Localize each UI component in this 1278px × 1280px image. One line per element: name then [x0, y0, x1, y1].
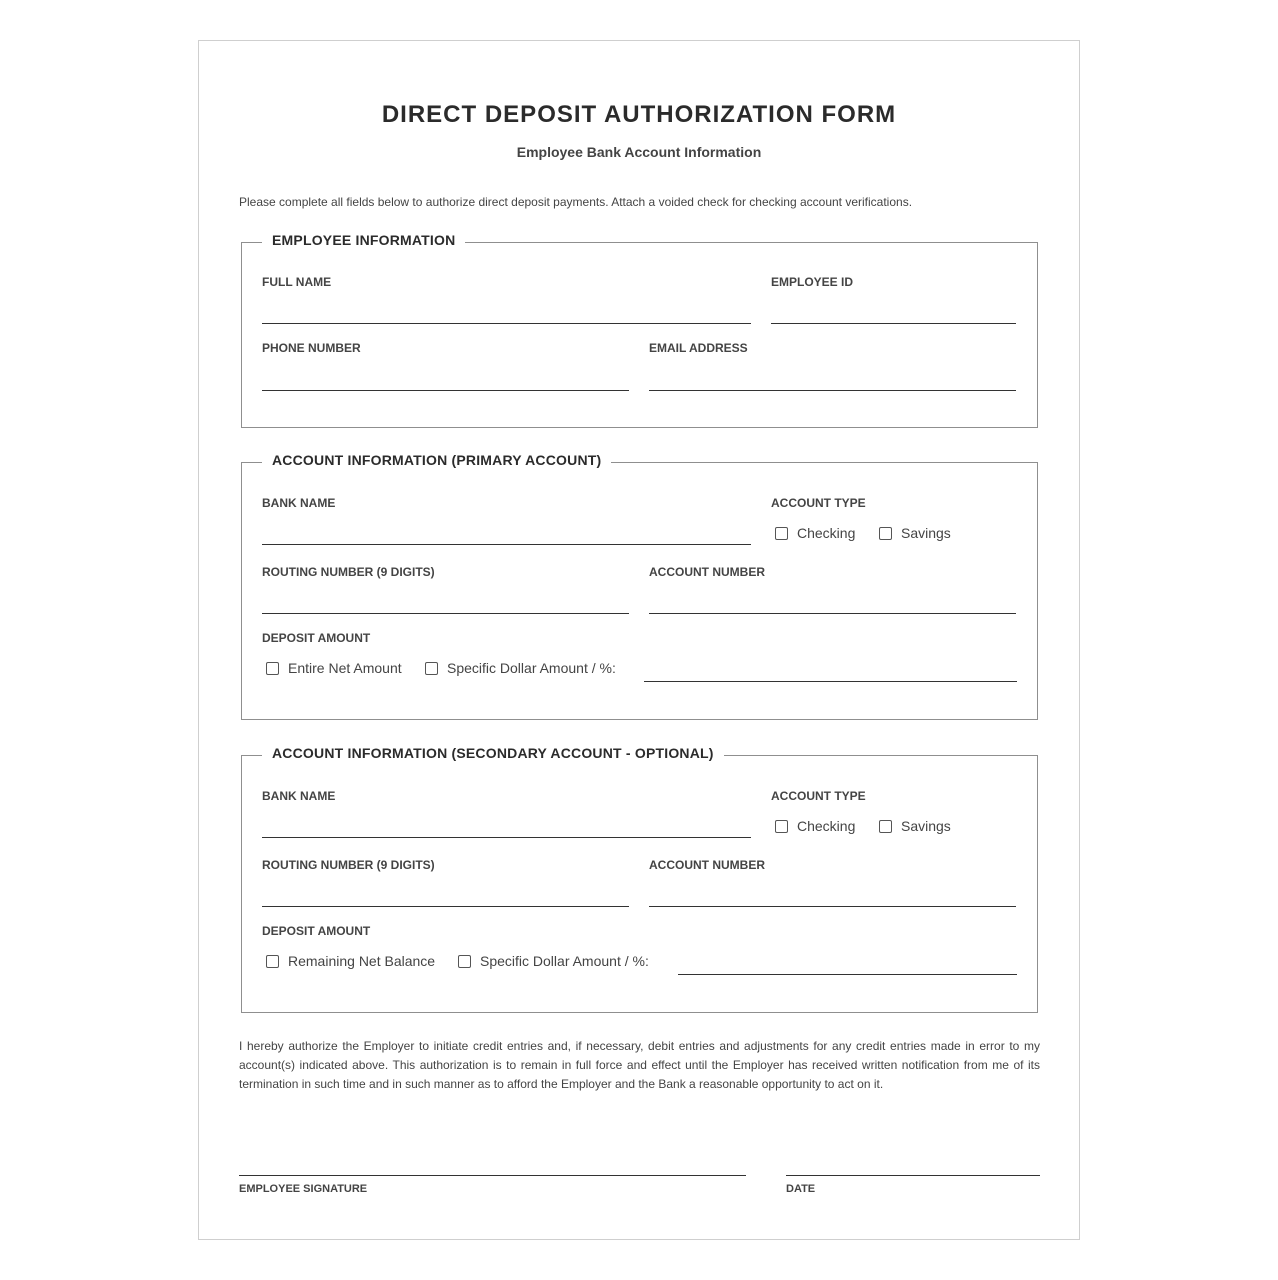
account-number-input-line[interactable] — [649, 906, 1016, 907]
primary-deposit-amount-field — [262, 631, 562, 651]
secondary-savings-option[interactable] — [879, 818, 951, 834]
deposit-amount-label: DEPOSIT AMOUNT — [262, 924, 371, 938]
full-name-label: FULL NAME — [262, 275, 332, 289]
primary-specific-amount-input-line[interactable] — [644, 681, 1017, 682]
account-number-label: ACCOUNT NUMBER — [649, 858, 765, 872]
email-address-field[interactable] — [649, 341, 1016, 391]
employee-id-label: EMPLOYEE ID — [771, 275, 854, 289]
employee-id-field[interactable] — [771, 275, 1016, 325]
account-number-label: ACCOUNT NUMBER — [649, 565, 765, 579]
bank-name-label: BANK NAME — [262, 789, 336, 803]
secondary-deposit-amount-field — [262, 924, 562, 944]
phone-number-field[interactable] — [262, 341, 629, 391]
secondary-specific-amount-option[interactable] — [458, 953, 649, 969]
section-legend: EMPLOYEE INFORMATION — [262, 232, 465, 248]
entire-net-label: Entire Net Amount — [288, 660, 402, 676]
savings-checkbox[interactable] — [879, 820, 892, 833]
secondary-account-number-field[interactable] — [649, 858, 1016, 908]
primary-checking-option[interactable] — [775, 525, 855, 541]
full-name-field[interactable] — [262, 275, 751, 325]
specific-amount-label: Specific Dollar Amount / %: — [480, 953, 649, 969]
account-number-input-line[interactable] — [649, 613, 1016, 614]
savings-label: Savings — [901, 818, 951, 834]
checking-checkbox[interactable] — [775, 820, 788, 833]
date-line[interactable] — [786, 1175, 1040, 1176]
instructions-text: Please complete all fields below to authorize direct deposit payments. Attach a voided check for checking account verifications. — [239, 195, 913, 209]
routing-number-label: ROUTING NUMBER (9 DIGITS) — [262, 858, 435, 872]
secondary-checking-option[interactable] — [775, 818, 855, 834]
savings-label: Savings — [901, 525, 951, 541]
remaining-net-checkbox[interactable] — [266, 955, 279, 968]
savings-checkbox[interactable] — [879, 527, 892, 540]
form-title: DIRECT DEPOSIT AUTHORIZATION FORM — [381, 101, 897, 128]
section-legend: ACCOUNT INFORMATION (SECONDARY ACCOUNT - OPTIONAL) — [262, 745, 724, 761]
checking-label: Checking — [797, 818, 856, 834]
primary-routing-number-field[interactable] — [262, 565, 629, 615]
routing-number-label: ROUTING NUMBER (9 DIGITS) — [262, 565, 435, 579]
remaining-net-label: Remaining Net Balance — [288, 953, 436, 969]
primary-savings-option[interactable] — [879, 525, 951, 541]
full-name-input-line[interactable] — [262, 323, 751, 324]
checking-checkbox[interactable] — [775, 527, 788, 540]
primary-bank-name-field[interactable] — [262, 496, 751, 546]
employee-signature-line[interactable] — [239, 1175, 746, 1176]
checking-label: Checking — [797, 525, 856, 541]
entire-net-checkbox[interactable] — [266, 662, 279, 675]
primary-account-section — [241, 452, 1038, 720]
secondary-remaining-net-option[interactable] — [266, 953, 435, 969]
primary-entire-net-option[interactable] — [266, 660, 402, 676]
form-page — [198, 40, 1080, 1240]
employee-id-input-line[interactable] — [771, 323, 1016, 324]
account-type-label: ACCOUNT TYPE — [771, 789, 866, 803]
specific-amount-label: Specific Dollar Amount / %: — [447, 660, 616, 676]
specific-amount-checkbox[interactable] — [458, 955, 471, 968]
employee-signature-label: EMPLOYEE SIGNATURE — [239, 1183, 368, 1195]
specific-amount-checkbox[interactable] — [425, 662, 438, 675]
deposit-amount-label: DEPOSIT AMOUNT — [262, 631, 371, 645]
secondary-bank-name-field[interactable] — [262, 789, 751, 839]
routing-number-input-line[interactable] — [262, 613, 629, 614]
secondary-account-section — [241, 745, 1038, 1013]
phone-number-input-line[interactable] — [262, 390, 629, 391]
form-subtitle: Employee Bank Account Information — [516, 144, 762, 160]
date-label: DATE — [786, 1183, 816, 1195]
routing-number-input-line[interactable] — [262, 906, 629, 907]
email-address-label: EMAIL ADDRESS — [649, 341, 748, 355]
primary-specific-amount-option[interactable] — [425, 660, 616, 676]
phone-number-label: PHONE NUMBER — [262, 341, 361, 355]
section-legend: ACCOUNT INFORMATION (PRIMARY ACCOUNT) — [262, 452, 611, 468]
bank-name-input-line[interactable] — [262, 837, 751, 838]
email-address-input-line[interactable] — [649, 390, 1016, 391]
bank-name-label: BANK NAME — [262, 496, 336, 510]
primary-account-number-field[interactable] — [649, 565, 1016, 615]
secondary-routing-number-field[interactable] — [262, 858, 629, 908]
authorization-text: I hereby authorize the Employer to initiate credit entries and, if necessary, debit entries and adjustments for any credit entries made in error to my account(s) indicated above. This authorization is to remain in full force and effect until the Employer has received written notification from me of its termination in such time and in such manner as to afford the Employer and the Bank a reasonable opportunity to act on it. — [239, 1039, 1040, 1091]
account-type-label: ACCOUNT TYPE — [771, 496, 866, 510]
bank-name-input-line[interactable] — [262, 544, 751, 545]
employee-information-section — [241, 232, 1038, 428]
secondary-specific-amount-input-line[interactable] — [678, 974, 1017, 975]
